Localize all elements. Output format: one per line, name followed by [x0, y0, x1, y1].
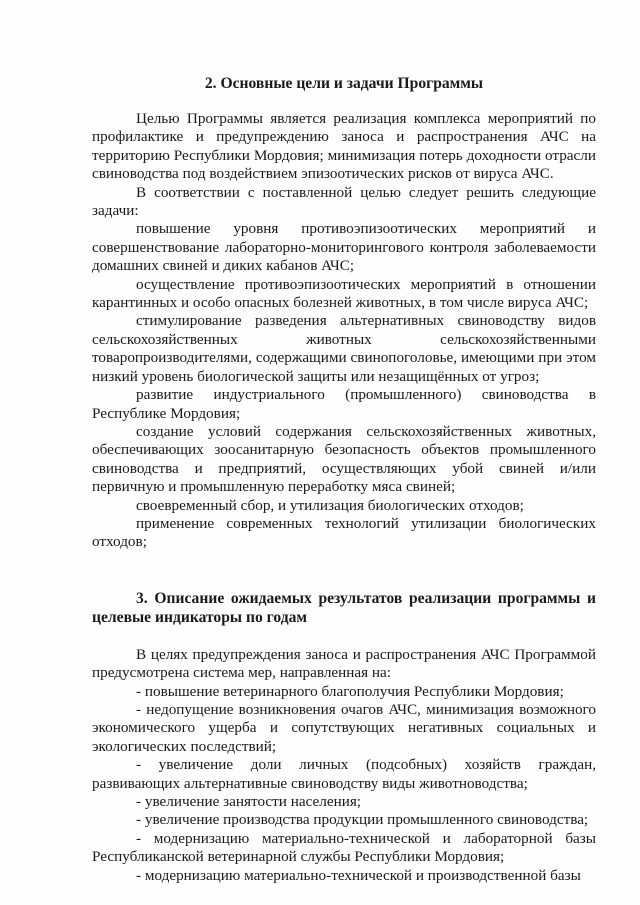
list-item: стимулирование разведения альтернативных свиноводству видов сельскохозяйственных животных сельскохозяйственными товаропроизводителями, содержащими свинопоголовье, имеющими при этом низкий уровень биологической защиты или незащищённых от угроз;	[92, 312, 596, 385]
list-item: развитие индустриального (промышленного) свиноводства в Республике Мордовия;	[92, 386, 596, 422]
paragraph: В целях предупреждения заноса и распространения АЧС Программой предусмотрена система мер, направленная на:	[92, 645, 596, 682]
list-item: - увеличение доли личных (подсобных) хозяйств граждан, развивающих альтернативные свиноводству виды животноводства;	[92, 756, 596, 792]
list-item: применение современных технологий утилизации биологических отходов;	[92, 514, 596, 551]
paragraph: В соответствии с поставленной целью следует решить следующие задачи:	[92, 183, 596, 220]
list-item: своевременный сбор, и утилизация биологических отходов;	[136, 496, 524, 514]
list-item: - повышение ветеринарного благополучия Республики Мордовия;	[136, 682, 564, 700]
list-item: создание условий содержания сельскохозяйственных животных, обеспечивающих зоосанитарную безопасность объектов промышленного свиноводства и предприятий, осуществляющих убой свиней и/или первичную и промышленную переработку мяса свиней;	[92, 422, 596, 496]
list-item: повышение уровня противоэпизоотических мероприятий и совершенствование лабораторно-мониторингового контроля заболеваемости домашних свиней и диких кабанов АЧС;	[92, 220, 596, 275]
paragraph: Целью Программы является реализация комплекса мероприятий по профилактике и предупреждению заноса и распространения АЧС на территорию Республики Мордовия; минимизация потерь доходности отрасли свиноводства под воздействием эпизоотических рисков от вируса АЧС.	[92, 110, 596, 183]
list-item: - увеличение производства продукции промышленного свиноводства;	[136, 811, 589, 829]
section-3-title: 3. Описание ожидаемых результатов реализации программы и целевые индикаторы по годам	[92, 589, 596, 626]
list-item: - модернизацию материально-технической и лабораторной базы Республиканской ветеринарной службы Республики Мордовия;	[92, 829, 596, 866]
section-2-title: 2. Основные цели и задачи Программы	[204, 75, 484, 92]
list-item: - модернизацию материально-технической и производственной базы	[136, 866, 581, 884]
list-item: - недопущение возникновения очагов АЧС, минимизация возможного экономического ущерба и сопутствующих негативных социальных и экологических последствий;	[92, 700, 596, 755]
list-item: осуществление противоэпизоотических мероприятий в отношении карантинных и особо опасных болезней животных, в том числе вируса АЧС;	[92, 275, 596, 312]
list-item: - увеличение занятости населения;	[136, 793, 362, 810]
